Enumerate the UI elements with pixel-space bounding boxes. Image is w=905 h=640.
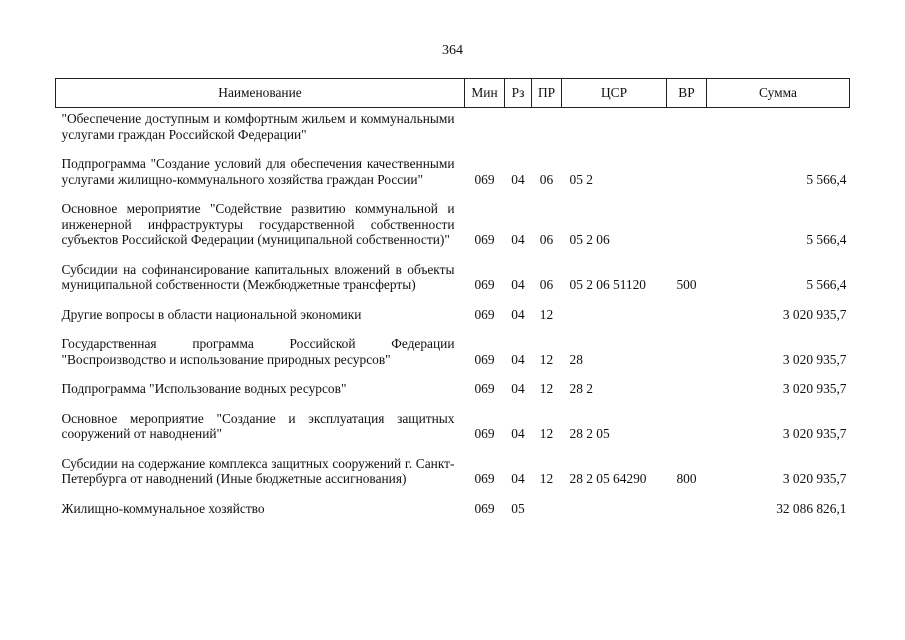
row-sum: 3 020 935,7 (782, 471, 847, 486)
row-csr: 28 2 05 64290 (569, 471, 647, 486)
row-pr: 12 (539, 306, 554, 322)
row-name: Основное мероприятие "Содействие развитию коммунальной и инженерной инфраструктуры государственной собственности субъектов Российской Федерации (муниципальной собственности)" (61, 201, 455, 247)
table-row (56, 322, 850, 367)
row-min: 069 (474, 351, 495, 367)
row-pr: 06 (539, 171, 554, 187)
table-row (56, 187, 850, 248)
row-sum: 32 086 826,1 (776, 500, 847, 516)
table-header (56, 79, 850, 108)
row-csr: 28 2 (569, 381, 593, 396)
row-sum: 5 566,4 (806, 232, 847, 247)
row-sum: 5 566,4 (806, 277, 847, 292)
row-csr (562, 487, 667, 517)
row-rz: 04 (511, 277, 525, 292)
header-rz: Рз (505, 79, 532, 108)
row-pr: 12 (539, 351, 554, 367)
row-name: Субсидии на софинансирование капитальных вложений в объекты муниципальной собственности (Межбюджетные трансферты) (61, 261, 455, 292)
row-min: 069 (474, 500, 495, 516)
table-row (56, 397, 850, 442)
row-vr (667, 108, 707, 143)
row-name: Другие вопросы в области национальной экономики (61, 306, 362, 322)
table-row (56, 367, 850, 397)
row-vr (667, 322, 707, 367)
row-pr: 06 (539, 232, 554, 247)
row-csr: 05 2 06 (569, 232, 610, 247)
row-vr (667, 397, 707, 442)
row-name: Субсидии на содержание комплекса защитных сооружений г. Санкт-Петербурга от наводнений (Иные бюджетные ассигнования) (61, 455, 455, 486)
table-row (56, 293, 850, 323)
row-sum: 3 020 935,7 (782, 381, 847, 396)
header-csr: ЦСР (562, 79, 667, 108)
row-rz: 04 (511, 171, 525, 187)
row-sum: 3 020 935,7 (782, 426, 847, 441)
row-name: "Обеспечение доступным и комфортным жильем и коммунальными услугами граждан Российской Федерации" (61, 111, 455, 142)
row-csr: 28 (569, 351, 583, 367)
row-pr: 12 (539, 471, 554, 486)
row-vr (667, 367, 707, 397)
row-min: 069 (474, 277, 495, 292)
row-name: Государственная программа Российской Федерации "Воспроизводство и использование природных ресурсов" (61, 336, 455, 367)
table-row (56, 487, 850, 517)
row-name: Жилищно-коммунальное хозяйство (61, 500, 265, 516)
row-pr: 12 (539, 426, 554, 441)
row-sum (707, 108, 850, 143)
row-csr: 05 2 (569, 171, 593, 187)
table-row (56, 108, 850, 143)
row-min: 069 (474, 426, 495, 441)
row-pr (532, 487, 562, 517)
row-min: 069 (474, 381, 495, 396)
row-rz: 04 (511, 351, 525, 367)
budget-table (55, 78, 850, 516)
row-rz: 05 (511, 500, 525, 516)
row-vr: 800 (676, 471, 697, 486)
row-name: Основное мероприятие "Создание и эксплуатация защитных сооружений от наводнений" (61, 410, 455, 441)
row-rz: 04 (511, 426, 525, 441)
row-rz: 04 (511, 306, 525, 322)
header-sum: Сумма (707, 79, 850, 108)
table-body (56, 108, 850, 517)
table-row (56, 442, 850, 487)
row-vr (667, 293, 707, 323)
row-csr (562, 293, 667, 323)
row-name: Подпрограмма "Создание условий для обеспечения качественными услугами жилищно-коммунального хозяйства граждан России" (61, 156, 455, 187)
row-csr: 28 2 05 (569, 426, 610, 441)
row-rz (505, 108, 532, 143)
row-vr: 500 (676, 277, 697, 292)
row-pr (532, 108, 562, 143)
row-min: 069 (474, 471, 495, 486)
header-name: Наименование (56, 79, 465, 108)
row-sum: 3 020 935,7 (782, 306, 847, 322)
row-rz: 04 (511, 471, 525, 486)
row-min: 069 (474, 306, 495, 322)
row-pr: 12 (539, 381, 554, 396)
table-row (56, 248, 850, 293)
header-pr: ПР (532, 79, 562, 108)
page-number: 364 (442, 43, 463, 58)
header-row (56, 79, 850, 108)
row-vr (667, 142, 707, 187)
row-csr (562, 108, 667, 143)
row-rz: 04 (511, 232, 525, 247)
row-min (465, 108, 505, 143)
row-pr: 06 (539, 277, 554, 292)
row-vr (667, 487, 707, 517)
header-vr: ВР (667, 79, 707, 108)
row-vr (667, 187, 707, 248)
row-min: 069 (474, 171, 495, 187)
row-csr: 05 2 06 51120 (569, 277, 646, 292)
row-rz: 04 (511, 381, 525, 396)
row-sum: 3 020 935,7 (782, 351, 847, 367)
row-min: 069 (474, 232, 495, 247)
row-sum: 5 566,4 (806, 171, 847, 187)
row-name: Подпрограмма "Использование водных ресурсов" (61, 381, 347, 396)
table-row (56, 142, 850, 187)
header-min: Мин (465, 79, 505, 108)
